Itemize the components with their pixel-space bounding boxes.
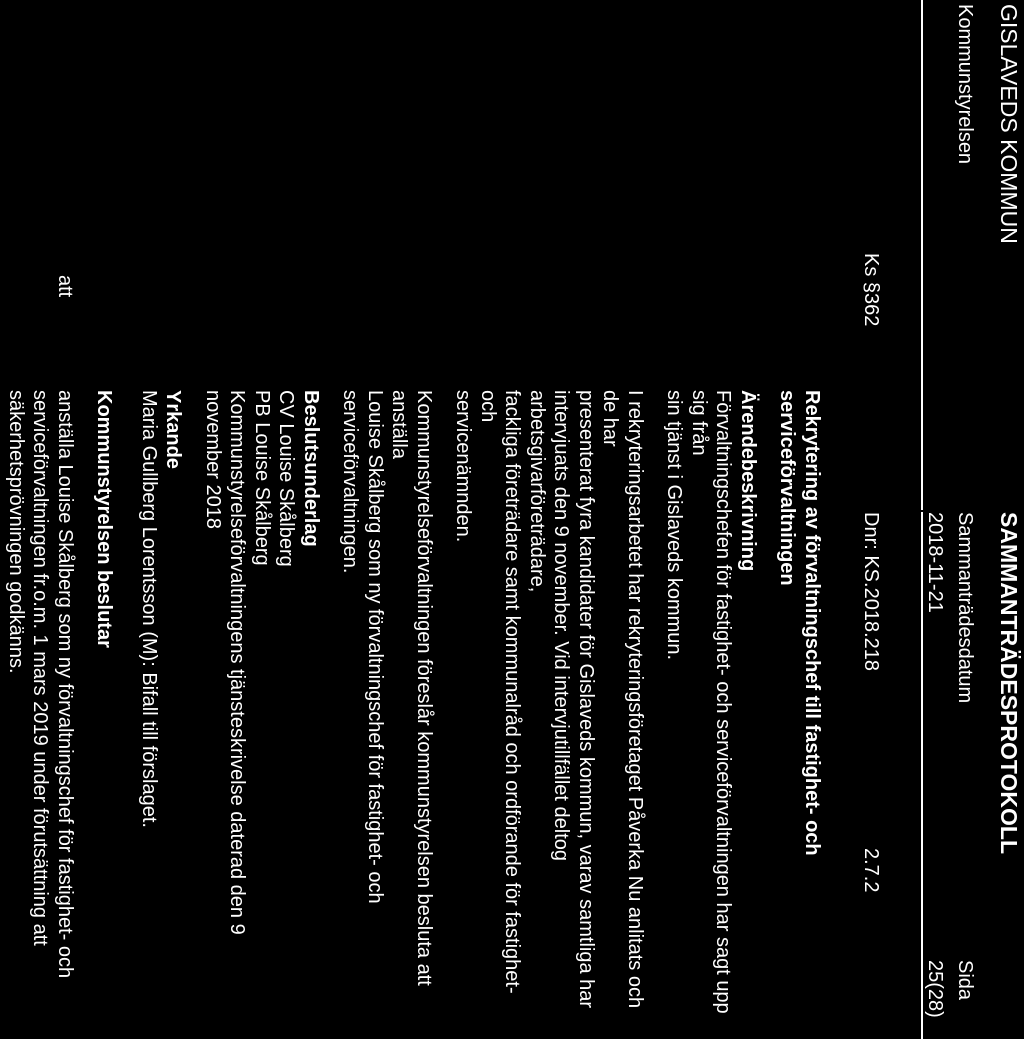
- text-line: presenterat fyra kandidater för Gislaveds kommun, varav samtliga har: [575, 390, 597, 1009]
- text-line: sin tjänst i Gislaveds kommun.: [663, 390, 686, 661]
- paragraph-number: Ks §362: [860, 253, 882, 327]
- att-label: att: [54, 275, 76, 298]
- page-number: 25(28): [924, 960, 946, 1018]
- section-heading-beslut: Kommunstyrelsen beslutar: [93, 390, 116, 648]
- municipality-name: GISLAVEDS KOMMUN: [996, 4, 1022, 244]
- text-line: PB Louise Skålberg: [251, 390, 273, 566]
- text-line: serviceförvaltningen fr.o.m. 1 mars 2019 under förutsättning att: [29, 390, 52, 946]
- text-line: Maria Gullberg Lorentsson (M): Bifall till förslaget.: [138, 390, 160, 828]
- header-divider-right: [921, 512, 923, 1039]
- decision-block: [4, 275, 78, 1020]
- text-line: Kommunstyrelseförvaltningen föreslår kommunstyrelsen besluta att anställa: [388, 390, 435, 986]
- section-heading-arendebeskrivning: Ärendebeskrivning: [737, 390, 759, 572]
- main-content: [4, 275, 825, 1020]
- page-label: Sida: [954, 960, 976, 1001]
- text-line: Kommunstyrelseförvaltningens tjänsteskrivelse daterad den 9 november 2018: [202, 390, 249, 935]
- text-line: fackliga företrädare samt kommunalråd och ordförande för fastighet- och: [477, 390, 524, 994]
- section-heading-beslutsunderlag: Beslutsunderlag: [300, 390, 322, 547]
- document-type: SAMMANTRÄDESPROTOKOLL: [996, 512, 1022, 855]
- text-line: CV Louise Skålberg: [275, 390, 298, 567]
- text-line: intervjuats den 9 november. Vid intervjutillfället deltog arbetsgivarföreträdare,: [526, 390, 573, 862]
- case-title-line2: serviceförvaltningen: [776, 390, 799, 586]
- body-label: Kommunstyrelsen: [954, 4, 976, 165]
- text-line: I rekryteringsarbetet har rekryteringsföretaget Påverka Nu anlitats och de har: [599, 390, 646, 1009]
- text-line: anställa Louise Skålberg som ny förvaltningschef för fastighet- och: [54, 390, 76, 979]
- diary-number: Dnr: KS.2018.218: [860, 512, 882, 671]
- date-label: Sammanträdesdatum: [954, 512, 976, 704]
- case-title-line1: Rekrytering av förvaltningschef till fastighet- och: [801, 390, 823, 856]
- item-number: 2.7.2: [860, 848, 882, 893]
- meeting-date: 2018-11-21: [924, 512, 946, 613]
- text-line: servicenämnden.: [452, 390, 475, 543]
- text-line: Förvaltningschefen för fastighet- och serviceförvaltningen har sagt upp sig från: [688, 390, 735, 1014]
- text-line: säkerhetsprövningen godkänns.: [5, 390, 27, 674]
- text-line: Louise Skålberg som ny förvaltningschef för fastighet- och serviceförvaltningen.: [339, 390, 386, 904]
- section-heading-yrkande: Yrkande: [162, 390, 185, 469]
- header-divider-left: [921, 0, 923, 510]
